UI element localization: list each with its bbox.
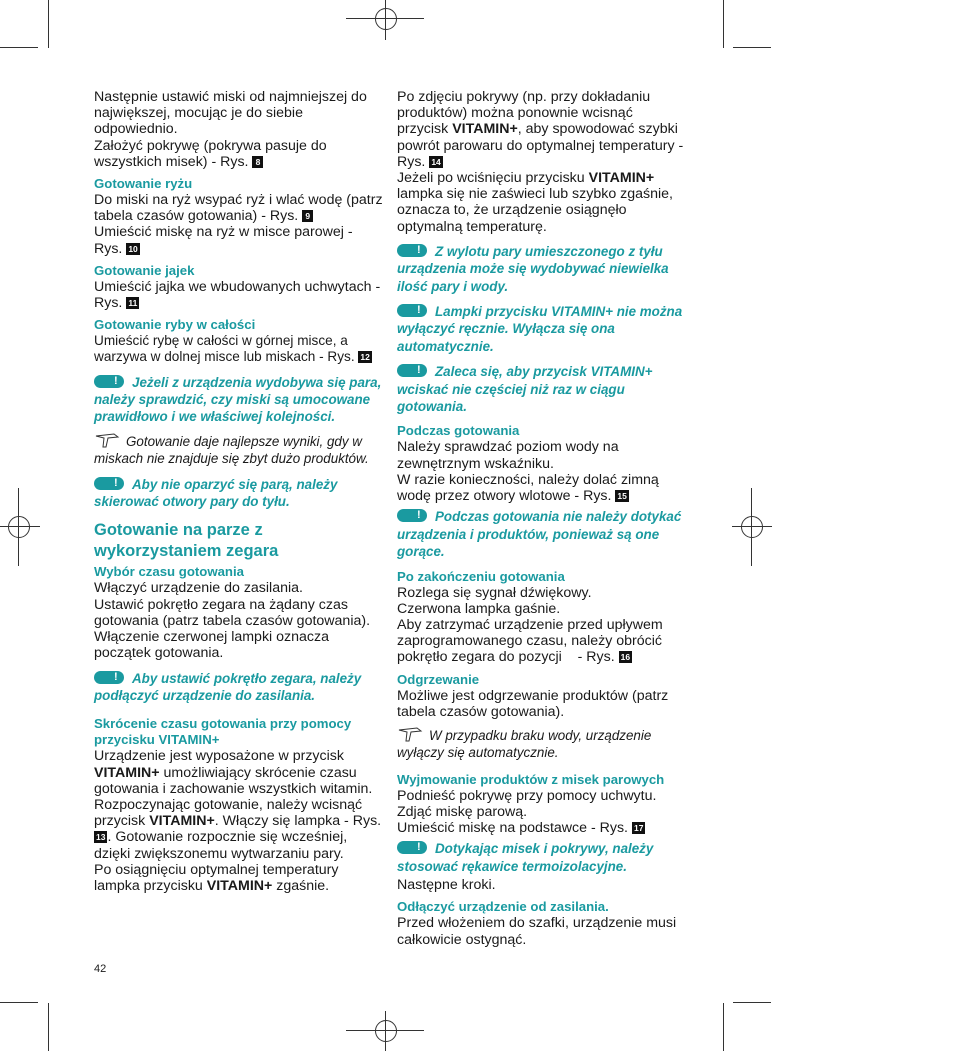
- section-heading-vitamin: Skrócenie czasu gotowania przy pomocy przycisku VITAMIN+: [94, 716, 352, 748]
- figure-ref-14: 14: [431, 156, 441, 167]
- section-heading-eggs: Gotowanie jajek: [94, 262, 195, 278]
- section-heading-unplug: Odłączyć urządzenie od zasilania.: [397, 899, 609, 915]
- section-heading-after: Po zakończeniu gotowania: [397, 568, 565, 584]
- figure-ref-11: 11: [128, 298, 138, 309]
- warning-icon: [397, 841, 427, 854]
- page-number: 42: [94, 963, 107, 975]
- warning-note: !Zaleca się, aby przycisk VITAMIN+ wciskać nie częściej niż raz w ciągu gotowania.: [397, 363, 687, 415]
- section-heading-reheat: Odgrzewanie: [397, 671, 480, 687]
- warning-icon: [397, 244, 427, 257]
- figure-ref-15: 15: [617, 491, 627, 502]
- warning-note: !Z wylotu pary umieszczonego z tyłu urządzenia może się wydobywać niewielka ilość pary i wody.: [397, 243, 687, 295]
- warning-icon: [94, 671, 124, 684]
- warning-icon: [397, 509, 427, 522]
- tip-note: W przypadku braku wody, urządzenie wyłączy się automatycznie.: [397, 727, 652, 761]
- warning-note: !Aby ustawić pokrętło zegara, należy podłączyć urządzenie do zasilania.: [94, 670, 384, 705]
- warning-note: !Aby nie oparzyć się parą, należy skierować otwory pary do tyłu.: [94, 476, 384, 511]
- section-heading-timer: Wybór czasu gotowania: [94, 564, 244, 580]
- figure-ref-17: 17: [633, 823, 644, 834]
- figure-ref-12: 12: [360, 352, 370, 363]
- section-heading-fish: Gotowanie ryby w całości: [94, 317, 256, 333]
- intro-text: Następnie ustawić miski od najmniejszej do największej, mocując je do siebie odpowiednio.: [94, 89, 367, 138]
- warning-note: !Lampki przycisku VITAMIN+ nie można wyłączyć ręcznie. Wyłącza się ona automatycznie.: [397, 303, 687, 355]
- section-heading-during: Podczas gotowania: [397, 423, 520, 439]
- figure-ref-10: 10: [128, 243, 138, 254]
- warning-note: !Dotykając misek i pokrywy, należy stosować rękawice termoizolacyjne.: [397, 840, 687, 875]
- figure-ref-9: 9: [302, 210, 313, 222]
- section-heading-rice: Gotowanie ryżu: [94, 176, 193, 192]
- section-heading-remove: Wyjmowanie produktów z misek parowych: [397, 771, 665, 787]
- chapter-heading-timer: Gotowanie na parze z wykorzystaniem zegara: [94, 521, 279, 561]
- tip-icon: [94, 432, 120, 448]
- figure-ref-8: 8: [252, 156, 263, 168]
- tip-icon: [397, 726, 423, 742]
- figure-ref-16: 16: [620, 652, 631, 663]
- tip-note: Gotowanie daje najlepsze wyniki, gdy w miskach nie znajduje się zbyt dużo produktów.: [94, 433, 369, 467]
- warning-icon: [94, 477, 124, 490]
- left-column: Następnie ustawić miski od najmniejszej do największej, mocując je do siebie odpowiednio. Założyć pokrywę (pokrywa pasuje do wszystkich misek) - Rys. 8 Gotowanie ryżu Do miski na ryż wsypać ryż i wlać wodę (patrz tabela czasów gotowania) - Rys. 9 Umieścić miskę na ryż w misce parowej - Rys. 10 Gotowanie jajek Umieścić jajka we wbudowanych uchwytach - Rys. 11 Gotowanie ryby w całości Umieścić rybę w całości w górnej misce, a warzywa w dolnej misce lub miskach - Rys. 12 !Jeżeli z urządzenia wydobywa się para, należy sprawdzić, czy miski są umocowane prawidłowo i we właściwej kolejności. Gotowanie daje najlepsze wyniki, gdy w miskach nie znajduje się zbyt dużo produktów. !Aby nie oparzyć się parą, należy skierować otwory pary do tyłu. Gotowanie na parze z wykorzystaniem zegara Wybór czasu gotowania Włączyć urządzenie do zasilania. Ustawić pokrętło zegara na żądany czas gotowania (patrz tabela czasów gotowania). Włączenie czerwonej lampki oznacza początek gotowania. !Aby ustawić pokrętło zegara, należy podłączyć urządzenie do zasilania. Skrócenie czasu gotowania przy pomocy przycisku VITAMIN+ Urządzenie jest wyposażone w przycisk VITAMIN+ umożliwiający skrócenie czasu gotowania i zachowanie wszystkich witamin. Rozpoczynając gotowanie, należy wcisnąć przycisk VITAMIN+. Włączy się lampka - Rys. 13 . Gotowanie rozpocznie się wcześniej, dzięki zwiększonemu wytwarzaniu pary. Po osiągnięciu optymalnej temperatury lampka przycisku VITAMIN+ zgaśnie.: [94, 89, 384, 894]
- right-column: Po zdjęciu pokrywy (np. przy dokładaniu produktów) można ponownie wcisnąć przycisk VITAMIN+, aby spowodować szybki powrót parowaru do optymalnej temperatury - Rys. 14 Jeżeli po wciśnięciu przycisku VITAMIN+ lampka się nie zaświeci lub szybko zgaśnie, oznacza to, że urządzenie osiągnęło optymalną temperaturę. !Z wylotu pary umieszczonego z tyłu urządzenia może się wydobywać niewielka ilość pary i wody. !Lampki przycisku VITAMIN+ nie można wyłączyć ręcznie. Wyłącza się ona automatycznie. !Zaleca się, aby przycisk VITAMIN+ wciskać nie częściej niż raz w ciągu gotowania. Podczas gotowania Należy sprawdzać poziom wody na zewnętrznym wskaźniku. W razie konieczności, należy dolać zimną wodę przez otwory wlotowe - Rys. 15 !Podczas gotowania nie należy dotykać urządzenia i produktów, ponieważ są one gorące. Po zakończeniu gotowania Rozlega się sygnał dźwiękowy. Czerwona lampka gaśnie. Aby zatrzymać urządzenie przed upływem zaprogramowanego czasu, należy obrócić pokrętło zegara do pozycji - Rys. 16 Odgrzewanie Możliwe jest odgrzewanie produktów (patrz tabela czasów gotowania). W przypadku braku wody, urządzenie wyłączy się automatycznie. Wyjmowanie produktów z misek parowych Podnieść pokrywę przy pomocy uchwytu. Zdjąć miskę parową. Umieścić miskę na podstawce - Rys. 17 !Dotykając misek i pokrywy, należy stosować rękawice termoizolacyjne. Następne kroki. Odłączyć urządzenie od zasilania. Przed włożeniem do szafki, urządzenie musi całkowicie ostygnąć.: [397, 89, 687, 948]
- warning-note: !Jeżeli z urządzenia wydobywa się para, należy sprawdzić, czy miski są umocowane prawidłowo i we właściwej kolejności.: [94, 374, 384, 426]
- warning-icon: [397, 304, 427, 317]
- warning-icon: [397, 364, 427, 377]
- warning-icon: [94, 375, 124, 388]
- figure-ref-13: 13: [96, 832, 106, 843]
- warning-note: !Podczas gotowania nie należy dotykać urządzenia i produktów, ponieważ są one gorące.: [397, 508, 687, 560]
